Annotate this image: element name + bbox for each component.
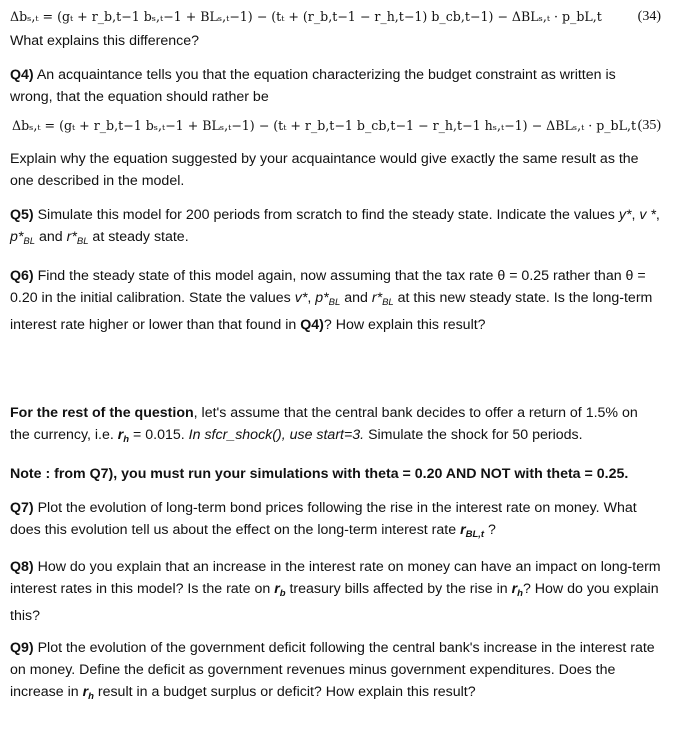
q4-text: An acquaintance tells you that the equation characterizing the budget constraint as written is wrong, that the equation should rather be: [10, 67, 616, 105]
q5-label: Q5): [10, 207, 34, 223]
q8-label: Q8): [10, 559, 34, 575]
q7-r-symbol: r: [460, 522, 466, 538]
q7-label: Q7): [10, 500, 34, 516]
q6-v-symbol: v*: [294, 290, 308, 306]
rest-rh-subscript: h: [123, 434, 130, 445]
q9-label: Q9): [10, 640, 34, 656]
q5-comma-2: ,: [655, 207, 660, 223]
q8-rb-subscript: b: [279, 588, 286, 599]
q5-v-symbol: v *: [639, 207, 656, 223]
q5-y-symbol: y*: [618, 207, 632, 223]
q6-r-symbol: r*: [371, 290, 383, 306]
q6-and: and: [340, 290, 372, 306]
rest-text-1: , let's assume that the central bank decides to offer a return of 1.5% on the currency, i.e.: [10, 405, 638, 443]
note-line: Note : from Q7), you must run your simulations with theta = 0.20 AND NOT with theta = 0.25.: [10, 466, 629, 482]
document-page: [0, 4, 673, 731]
equation-35: [10, 114, 661, 138]
q4-paragraph: [10, 64, 661, 108]
rest-italic: In sfcr_shock(), use start=3.: [188, 427, 365, 443]
rest-rh-symbol: r: [117, 427, 124, 443]
rest-paragraph: [10, 402, 661, 451]
q5-paragraph: [10, 204, 661, 253]
q6-label: Q6): [10, 268, 34, 284]
equation-34-number: (34): [637, 9, 661, 24]
q5-and: and: [35, 229, 67, 245]
equation-35-number: (35): [637, 118, 661, 133]
q6-q4-reference: Q4): [300, 317, 324, 333]
q9-rh-subscript: h: [88, 691, 94, 702]
equation-34: [10, 4, 661, 30]
q7-text: Plot the evolution of long-term bond prices following the rise in the interest rate on money. What does this evolution tell us about the effect on the long-term interest rate: [10, 500, 637, 538]
q8-text-2: treasury bills affected by the rise in: [285, 581, 512, 597]
q4-explain-paragraph: Explain why the equation suggested by your acquaintance would give exactly the same result as the one described in the model.: [10, 151, 639, 189]
equation-34-formula: Δbₛ,ₜ = (gₜ + r_b,t−1 bₛ,ₜ−1 + BLₛ,ₜ−1) − (tₜ + (r_b,t−1 − r_h,t−1) b_cb,t−1) − ΔBLₛ,ₜ · p_bL,t: [10, 9, 602, 24]
rest-text-3: Simulate the shock for 50 periods.: [364, 427, 583, 443]
q9-paragraph: [10, 637, 661, 708]
q5-comma-1: ,: [631, 207, 640, 223]
q8-text-3: ? How do you explain this?: [10, 581, 659, 624]
q8-rh-subscript: h: [517, 588, 523, 599]
q9-text-1: Plot the evolution of the government deficit following the central bank's increase in the interest rate on money. Define the deficit as government revenues minus government expenditures. Does the increase in: [10, 640, 655, 700]
q7-end: ?: [484, 522, 496, 538]
q6-text-1: Find the steady state of this model again, now assuming that the tax rate θ = 0.25 rather than θ = 0.20 in the initial calibration. State the values: [10, 268, 646, 306]
q6-paragraph: [10, 265, 661, 336]
q7-r-subscript: BL,t: [465, 529, 485, 540]
q6-r-subscript: BL: [382, 297, 394, 308]
what-explains-line: What explains this difference?: [10, 33, 200, 49]
equation-35-formula: Δbₛ,ₜ = (gₜ + r_b,t−1 bₛ,ₜ−1 + BLₛ,ₜ−1) − (tₜ + r_b,t−1 b_cb,t−1 − r_h,t−1 hₛ,ₜ−1) − ΔBLₛ,ₜ · p_bL,t: [12, 118, 637, 133]
q6-p-symbol: p*: [315, 290, 329, 306]
rest-bold: For the rest of the question: [10, 405, 194, 421]
q4-label: Q4): [10, 67, 34, 83]
q8-text-1: How do you explain that an increase in the interest rate on money can have an impact on long-term interest rates in this model? Is the rate on: [10, 559, 661, 597]
q7-paragraph: [10, 497, 661, 546]
q8-rb-symbol: r: [274, 581, 280, 597]
q5-r-subscript: BL: [76, 236, 89, 247]
q6-text-2: at this new steady state. Is the long-term interest rate higher or lower than that found in: [10, 290, 653, 333]
q6-p-subscript: BL: [328, 297, 341, 308]
q5-text: Simulate this model for 200 periods from scratch to find the steady state. Indicate the values: [33, 207, 619, 223]
q8-rh-symbol: r: [511, 581, 518, 597]
q5-p-subscript: BL: [23, 236, 36, 247]
q5-r-symbol: r*: [66, 229, 77, 245]
rest-text-2: = 0.015.: [129, 427, 189, 443]
q8-paragraph: [10, 556, 661, 627]
q6-text-3: ? How explain this result?: [323, 317, 486, 333]
q9-text-2: result in a budget surplus or deficit? How explain this result?: [93, 684, 476, 700]
q9-rh-symbol: r: [82, 684, 89, 700]
q5-end: at steady state.: [88, 229, 189, 245]
q6-comma: ,: [307, 290, 316, 306]
q5-p-symbol: p*: [10, 229, 24, 245]
